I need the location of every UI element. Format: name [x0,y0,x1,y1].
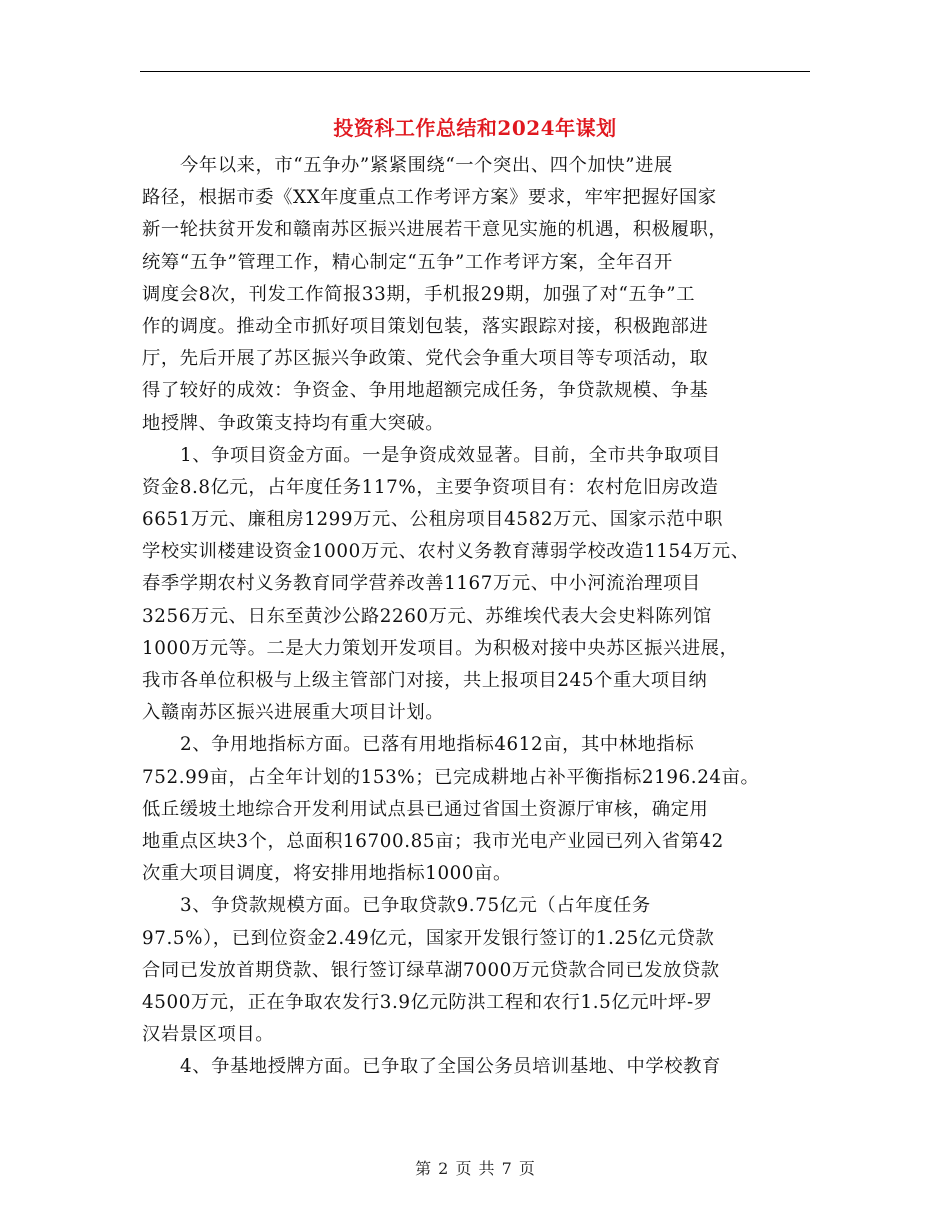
paragraph-line: 汉岩景区项目。 [142,1024,275,1046]
paragraph-line: 低丘缓坡土地综合开发利用试点县已通过省国土资源厅审核，确定用 [142,798,709,820]
paragraph-line: 路径，根据市委《XX年度重点工作考评方案》要求，牢牢把握好国家 [142,187,717,209]
paragraph-line: 次重大项目调度，将安排用地指标1000亩。 [142,863,512,885]
header-rule [140,71,810,72]
paragraph-line: 厅，先后开展了苏区振兴争政策、党代会争重大项目等专项活动，取 [142,348,709,370]
page-number-footer: 第 2 页 共 7 页 [415,1159,535,1178]
paragraph-line: 合同已发放首期贷款、银行签订绿草湖7000万元贷款合同已发放贷款 [142,959,720,981]
paragraph-line: 2、争用地指标方面。已落有用地指标4612亩，其中林地指标 [180,734,695,756]
paragraph-line: 资金8.8亿元，占年度任务117%，主要争资项目有：农村危旧房改造 [142,476,719,498]
paragraph-line: 752.99亩，占全年计划的153%；已完成耕地占补平衡指标2196.24亩。 [142,766,760,788]
paragraph-line: 春季学期农村义务教育同学营养改善1167万元、中小河流治理项目 [142,573,701,595]
paragraph-line: 3256万元、日东至黄沙公路2260万元、苏维埃代表大会史料陈列馆 [142,605,712,627]
paragraph-line: 得了较好的成效：争资金、争用地超额完成任务，争贷款规模、争基 [142,380,709,402]
document-title: 投资科工作总结和2024年谋划 [333,116,617,140]
paragraph-line: 1、争项目资金方面。一是争资成效显著。目前，全市共争取项目 [180,444,721,466]
paragraph-line: 入赣南苏区振兴进展重大项目计划。 [142,702,445,724]
paragraph-line: 3、争贷款规模方面。已争取贷款9.75亿元（占年度任务 [180,895,651,917]
paragraph-line: 6651万元、廉租房1299万元、公租房项目4582万元、国家示范中职 [142,509,724,531]
paragraph-line: 调度会8次，刊发工作简报33期，手机报29期，加强了对“五争”工 [142,283,696,305]
document-body [142,150,822,1083]
paragraph-line: 97.5%），已到位资金2.49亿元，国家开发银行签订的1.25亿元贷款 [142,927,715,949]
paragraph-line: 4、争基地授牌方面。已争取了全国公务员培训基地、中学校教育 [180,1056,721,1078]
paragraph-line: 地授牌、争政策支持均有重大突破。 [142,412,445,434]
paragraph-line: 1000万元等。二是大力策划开发项目。为积极对接中央苏区振兴进展， [142,637,739,659]
paragraph-line: 我市各单位积极与上级主管部门对接，共上报项目245个重大项目纳 [142,670,708,691]
paragraph-line: 今年以来，市“五争办”紧紧围绕“一个突出、四个加快”进展 [180,155,673,176]
paragraph-line: 新一轮扶贫开发和赣南苏区振兴进展若干意见实施的机遇，积极履职， [142,219,728,241]
paragraph-line: 作的调度。推动全市抓好项目策划包装，落实跟踪对接，积极跑部进 [142,315,709,337]
paragraph-line: 地重点区块3个，总面积16700.85亩；我市光电产业园已列入省第42 [142,830,724,852]
paragraph-line: 统筹“五争”管理工作，精心制定“五争”工作考评方案，全年召开 [142,251,673,273]
paragraph-line: 学校实训楼建设资金1000万元、农村义务教育薄弱学校改造1154万元、 [142,541,750,563]
paragraph-line: 4500万元，正在争取农发行3.9亿元防洪工程和农行1.5亿元叶坪-罗 [142,991,713,1013]
